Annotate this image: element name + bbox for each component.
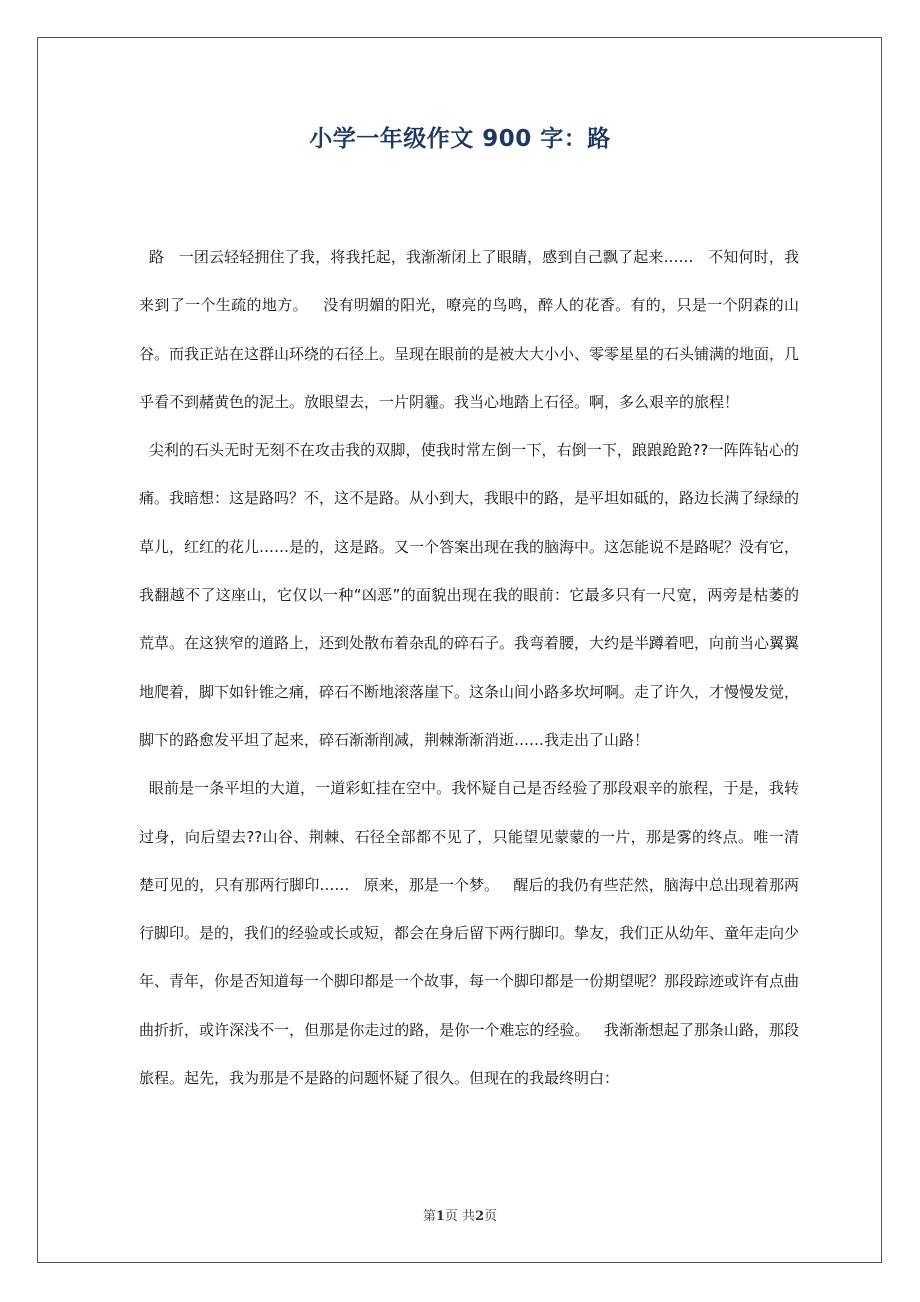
document-body bbox=[139, 233, 799, 1102]
page-footer bbox=[0, 1205, 920, 1224]
page-mid: 页 共 bbox=[444, 1209, 476, 1224]
paragraph-2: 尖利的石头无时无刻不在攻击我的双脚，使我时常左倒一下，右倒一下，踉踉跄跄??一阵阵钻心的痛。我暗想：这是路吗？不，这不是路。从小到大，我眼中的路，是平坦如砥的，路边长满了绿绿的草儿，红红的花儿……是的，这是路。又一个答案出现在我的脑海中。这怎能说不是路呢？没有它，我翻越不了这座山，它仅以一种“凶恶”的面貌出现在我的眼前：它最多只有一尺宽，两旁是枯萎的荒草。在这狭窄的道路上，还到处散布着杂乱的碎石子。我弯着腰，大约是半蹲着吧，向前当心翼翼地爬着，脚下如针锥之痛，碎石不断地滚落崖下。这条山间小路多坎坷啊。走了许久，才慢慢发觉，脚下的路愈发平坦了起来，碎石渐渐削减，荆棘渐渐消逝……我走出了山路！ bbox=[139, 441, 800, 749]
page-current: 1 bbox=[435, 1209, 445, 1224]
page-total: 2 bbox=[475, 1209, 485, 1224]
paragraph-3: 眼前是一条平坦的大道，一道彩虹挂在空中。我怀疑自己是否经验了那段艰辛的旅程，于是，我转过身，向后望去??山谷、荆棘、石径全部都不见了，只能望见蒙蒙的一片，那是雾的终点。唯一清楚可见的，只有那两行脚印…… 原来，那是一个梦。 醒后的我仍有些茫然，脑海中总出现着那两行脚印。是的，我们的经验或长或短，都会在身后留下两行脚印。挚友，我们正从幼年、童年走向少年、青年，你是否知道每一个脚印都是一个故事，每一个脚印都是一份期望呢？那段踪迹或许有点曲曲折折，或许深浅不一，但那是你走过的路，是你一个难忘的经验。 我渐渐想起了那条山路，那段旅程。起先，我为那是不是路的问题怀疑了很久。但现在的我最终明白： bbox=[139, 779, 800, 1088]
document-title: 小学一年级作文 900 字：路 bbox=[309, 126, 611, 152]
paragraph-1: 路 一团云轻轻拥住了我，将我托起，我渐渐闭上了眼睛，感到自己飘了起来…… 不知何时，我来到了一个生疏的地方。 没有明媚的阳光，嘹亮的鸟鸣，醉人的花香。有的，只是一个阴森的山谷。而我正站在这群山环绕的石径上。呈现在眼前的是被大大小小、零零星星的石头铺满的地面，几乎看不到赭黄色的泥土。放眼望去，一片阴霾。我当心地踏上石径。啊，多么艰辛的旅程！ bbox=[139, 248, 800, 411]
page-suffix: 页 bbox=[484, 1209, 498, 1224]
page-prefix: 第 bbox=[422, 1209, 436, 1224]
